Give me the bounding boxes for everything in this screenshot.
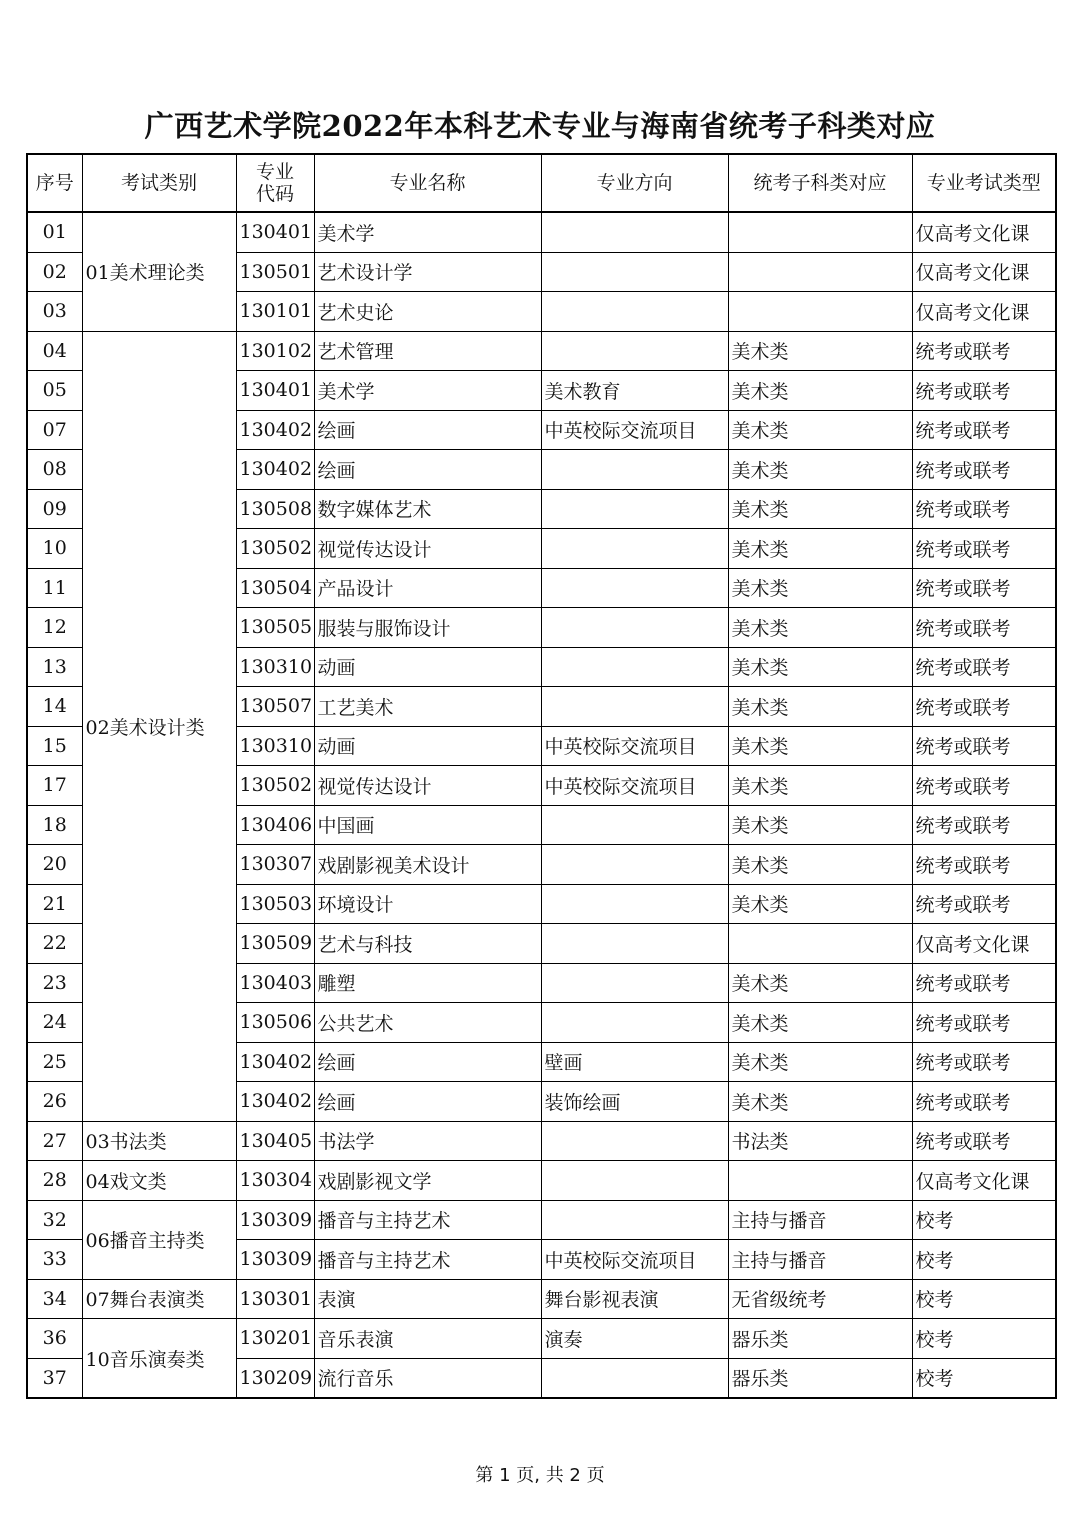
cell-code: 130502	[236, 766, 314, 806]
cell-seq: 37	[27, 1358, 82, 1398]
cell-subcategory: 美术类	[728, 766, 912, 806]
cell-name: 绘画	[314, 1042, 541, 1082]
cell-subcategory: 美术类	[728, 410, 912, 450]
cell-code: 130508	[236, 489, 314, 529]
cell-direction	[541, 924, 728, 964]
cell-name: 公共艺术	[314, 1003, 541, 1043]
cell-direction	[541, 884, 728, 924]
table-row	[27, 212, 1056, 252]
cell-exam-type: 统考或联考	[912, 450, 1056, 490]
table-row	[27, 1200, 1056, 1240]
header-name: 专业名称	[314, 154, 541, 212]
cell-code: 130505	[236, 608, 314, 648]
cell-name: 流行音乐	[314, 1358, 541, 1398]
cell-name: 戏剧影视文学	[314, 1161, 541, 1201]
cell-seq: 01	[27, 212, 82, 252]
header-category: 考试类别	[82, 154, 236, 212]
cell-name: 视觉传达设计	[314, 529, 541, 569]
cell-seq: 14	[27, 687, 82, 727]
cell-direction	[541, 805, 728, 845]
cell-category: 03书法类	[82, 1121, 236, 1161]
cell-direction: 美术教育	[541, 371, 728, 411]
cell-direction: 装饰绘画	[541, 1082, 728, 1122]
cell-exam-type: 统考或联考	[912, 766, 1056, 806]
cell-direction: 中英校际交流项目	[541, 1240, 728, 1280]
cell-exam-type: 统考或联考	[912, 1003, 1056, 1043]
cell-exam-type: 统考或联考	[912, 529, 1056, 569]
cell-subcategory: 美术类	[728, 845, 912, 885]
cell-code: 130402	[236, 450, 314, 490]
cell-exam-type: 校考	[912, 1240, 1056, 1280]
cell-subcategory: 美术类	[728, 1082, 912, 1122]
cell-direction: 壁画	[541, 1042, 728, 1082]
cell-direction: 中英校际交流项目	[541, 726, 728, 766]
cell-exam-type: 统考或联考	[912, 805, 1056, 845]
cell-exam-type: 统考或联考	[912, 371, 1056, 411]
cell-direction	[541, 687, 728, 727]
cell-subcategory: 美术类	[728, 568, 912, 608]
cell-code: 130405	[236, 1121, 314, 1161]
cell-code: 130406	[236, 805, 314, 845]
cell-direction	[541, 450, 728, 490]
cell-name: 中国画	[314, 805, 541, 845]
table-row	[27, 1319, 1056, 1359]
cell-subcategory: 美术类	[728, 450, 912, 490]
cell-exam-type: 统考或联考	[912, 331, 1056, 371]
cell-direction: 中英校际交流项目	[541, 766, 728, 806]
cell-exam-type: 统考或联考	[912, 726, 1056, 766]
cell-direction: 演奏	[541, 1319, 728, 1359]
cell-subcategory: 美术类	[728, 1003, 912, 1043]
cell-exam-type: 统考或联考	[912, 568, 1056, 608]
cell-exam-type: 统考或联考	[912, 963, 1056, 1003]
cell-seq: 32	[27, 1200, 82, 1240]
cell-exam-type: 仅高考文化课	[912, 212, 1056, 252]
cell-name: 绘画	[314, 1082, 541, 1122]
cell-name: 播音与主持艺术	[314, 1240, 541, 1280]
cell-subcategory: 器乐类	[728, 1358, 912, 1398]
cell-seq: 13	[27, 647, 82, 687]
cell-subcategory: 美术类	[728, 489, 912, 529]
cell-subcategory: 美术类	[728, 963, 912, 1003]
cell-code: 130401	[236, 212, 314, 252]
cell-seq: 20	[27, 845, 82, 885]
header-code-line2: 代码	[255, 183, 294, 205]
cell-code: 130507	[236, 687, 314, 727]
cell-seq: 07	[27, 410, 82, 450]
cell-category: 04戏文类	[82, 1161, 236, 1201]
cell-code: 130402	[236, 1082, 314, 1122]
cell-seq: 02	[27, 252, 82, 292]
cell-name: 艺术管理	[314, 331, 541, 371]
cell-subcategory: 美术类	[728, 805, 912, 845]
cell-name: 戏剧影视美术设计	[314, 845, 541, 885]
cell-subcategory: 美术类	[728, 331, 912, 371]
cell-code: 130504	[236, 568, 314, 608]
table-row	[27, 1121, 1056, 1161]
cell-exam-type: 统考或联考	[912, 608, 1056, 648]
cell-subcategory: 美术类	[728, 371, 912, 411]
cell-category: 02美术设计类	[82, 331, 236, 1121]
cell-subcategory	[728, 212, 912, 252]
cell-code: 130403	[236, 963, 314, 1003]
cell-subcategory	[728, 292, 912, 332]
cell-exam-type: 仅高考文化课	[912, 252, 1056, 292]
header-code	[236, 154, 314, 212]
cell-seq: 27	[27, 1121, 82, 1161]
cell-seq: 15	[27, 726, 82, 766]
cell-direction	[541, 845, 728, 885]
cell-direction	[541, 647, 728, 687]
cell-name: 环境设计	[314, 884, 541, 924]
cell-name: 动画	[314, 726, 541, 766]
cell-exam-type: 统考或联考	[912, 1082, 1056, 1122]
cell-seq: 28	[27, 1161, 82, 1201]
cell-seq: 24	[27, 1003, 82, 1043]
table-row	[27, 1279, 1056, 1319]
cell-subcategory	[728, 1161, 912, 1201]
cell-exam-type: 统考或联考	[912, 647, 1056, 687]
cell-code: 130509	[236, 924, 314, 964]
cell-name: 绘画	[314, 410, 541, 450]
cell-code: 130309	[236, 1200, 314, 1240]
cell-direction: 中英校际交流项目	[541, 410, 728, 450]
cell-name: 表演	[314, 1279, 541, 1319]
cell-name: 工艺美术	[314, 687, 541, 727]
cell-exam-type: 校考	[912, 1200, 1056, 1240]
header-code-line1: 专业	[255, 161, 294, 183]
cell-code: 130209	[236, 1358, 314, 1398]
cell-category: 06播音主持类	[82, 1200, 236, 1279]
cell-name: 美术学	[314, 212, 541, 252]
cell-code: 130402	[236, 410, 314, 450]
cell-name: 服装与服饰设计	[314, 608, 541, 648]
cell-name: 数字媒体艺术	[314, 489, 541, 529]
cell-subcategory: 美术类	[728, 1042, 912, 1082]
page-title: 广西艺术学院2022年本科艺术专业与海南省统考子科类对应	[144, 109, 936, 143]
header-exam-type: 专业考试类型	[912, 154, 1056, 212]
cell-code: 130304	[236, 1161, 314, 1201]
cell-direction	[541, 1003, 728, 1043]
cell-code: 130502	[236, 529, 314, 569]
cell-seq: 08	[27, 450, 82, 490]
cell-seq: 12	[27, 608, 82, 648]
cell-exam-type: 校考	[912, 1279, 1056, 1319]
cell-seq: 17	[27, 766, 82, 806]
header-seq: 序号	[27, 154, 82, 212]
cell-code: 130503	[236, 884, 314, 924]
cell-name: 美术学	[314, 371, 541, 411]
cell-seq: 25	[27, 1042, 82, 1082]
cell-name: 动画	[314, 647, 541, 687]
table-header-row	[27, 154, 1056, 212]
cell-direction	[541, 331, 728, 371]
table-row	[27, 331, 1056, 371]
cell-code: 130501	[236, 252, 314, 292]
cell-name: 音乐表演	[314, 1319, 541, 1359]
cell-direction	[541, 252, 728, 292]
cell-exam-type: 校考	[912, 1319, 1056, 1359]
cell-code: 130307	[236, 845, 314, 885]
cell-exam-type: 统考或联考	[912, 884, 1056, 924]
cell-subcategory: 美术类	[728, 884, 912, 924]
cell-name: 艺术设计学	[314, 252, 541, 292]
cell-name: 雕塑	[314, 963, 541, 1003]
cell-code: 130310	[236, 726, 314, 766]
cell-direction	[541, 489, 728, 529]
page-footer: 第 1 页, 共 2 页	[475, 1465, 605, 1486]
major-mapping-table	[26, 153, 1057, 1399]
cell-subcategory: 美术类	[728, 687, 912, 727]
cell-subcategory: 美术类	[728, 647, 912, 687]
cell-exam-type: 校考	[912, 1358, 1056, 1398]
cell-seq: 18	[27, 805, 82, 845]
cell-code: 130402	[236, 1042, 314, 1082]
header-subcategory: 统考子科类对应	[728, 154, 912, 212]
cell-exam-type: 仅高考文化课	[912, 1161, 1056, 1201]
cell-exam-type: 仅高考文化课	[912, 924, 1056, 964]
cell-direction	[541, 529, 728, 569]
cell-direction	[541, 212, 728, 252]
cell-code: 130506	[236, 1003, 314, 1043]
cell-seq: 34	[27, 1279, 82, 1319]
cell-subcategory: 无省级统考	[728, 1279, 912, 1319]
cell-code: 130201	[236, 1319, 314, 1359]
cell-subcategory: 书法类	[728, 1121, 912, 1161]
cell-name: 艺术与科技	[314, 924, 541, 964]
cell-exam-type: 统考或联考	[912, 687, 1056, 727]
cell-direction	[541, 568, 728, 608]
cell-exam-type: 统考或联考	[912, 845, 1056, 885]
cell-exam-type: 统考或联考	[912, 489, 1056, 529]
cell-direction	[541, 292, 728, 332]
table-row	[27, 1161, 1056, 1201]
cell-direction	[541, 1358, 728, 1398]
cell-exam-type: 统考或联考	[912, 1042, 1056, 1082]
cell-name: 视觉传达设计	[314, 766, 541, 806]
cell-seq: 22	[27, 924, 82, 964]
cell-subcategory	[728, 252, 912, 292]
cell-subcategory: 主持与播音	[728, 1200, 912, 1240]
cell-seq: 09	[27, 489, 82, 529]
cell-seq: 11	[27, 568, 82, 608]
header-direction: 专业方向	[541, 154, 728, 212]
cell-code: 130301	[236, 1279, 314, 1319]
cell-seq: 05	[27, 371, 82, 411]
cell-subcategory: 美术类	[728, 529, 912, 569]
cell-seq: 23	[27, 963, 82, 1003]
cell-code: 130401	[236, 371, 314, 411]
cell-seq: 04	[27, 331, 82, 371]
cell-name: 产品设计	[314, 568, 541, 608]
cell-subcategory: 美术类	[728, 726, 912, 766]
cell-seq: 21	[27, 884, 82, 924]
cell-seq: 36	[27, 1319, 82, 1359]
cell-direction	[541, 608, 728, 648]
cell-code: 130101	[236, 292, 314, 332]
cell-seq: 33	[27, 1240, 82, 1280]
cell-exam-type: 仅高考文化课	[912, 292, 1056, 332]
cell-name: 艺术史论	[314, 292, 541, 332]
cell-direction: 舞台影视表演	[541, 1279, 728, 1319]
cell-direction	[541, 1200, 728, 1240]
cell-name: 绘画	[314, 450, 541, 490]
cell-direction	[541, 1121, 728, 1161]
cell-seq: 10	[27, 529, 82, 569]
cell-name: 书法学	[314, 1121, 541, 1161]
cell-direction	[541, 1161, 728, 1201]
cell-seq: 26	[27, 1082, 82, 1122]
cell-name: 播音与主持艺术	[314, 1200, 541, 1240]
cell-category: 07舞台表演类	[82, 1279, 236, 1319]
cell-direction	[541, 963, 728, 1003]
cell-exam-type: 统考或联考	[912, 410, 1056, 450]
cell-subcategory: 器乐类	[728, 1319, 912, 1359]
cell-seq: 03	[27, 292, 82, 332]
cell-category: 01美术理论类	[82, 212, 236, 331]
cell-subcategory: 主持与播音	[728, 1240, 912, 1280]
cell-code: 130310	[236, 647, 314, 687]
cell-exam-type: 统考或联考	[912, 1121, 1056, 1161]
cell-subcategory: 美术类	[728, 608, 912, 648]
cell-code: 130102	[236, 331, 314, 371]
cell-category: 10音乐演奏类	[82, 1319, 236, 1399]
cell-subcategory	[728, 924, 912, 964]
cell-code: 130309	[236, 1240, 314, 1280]
